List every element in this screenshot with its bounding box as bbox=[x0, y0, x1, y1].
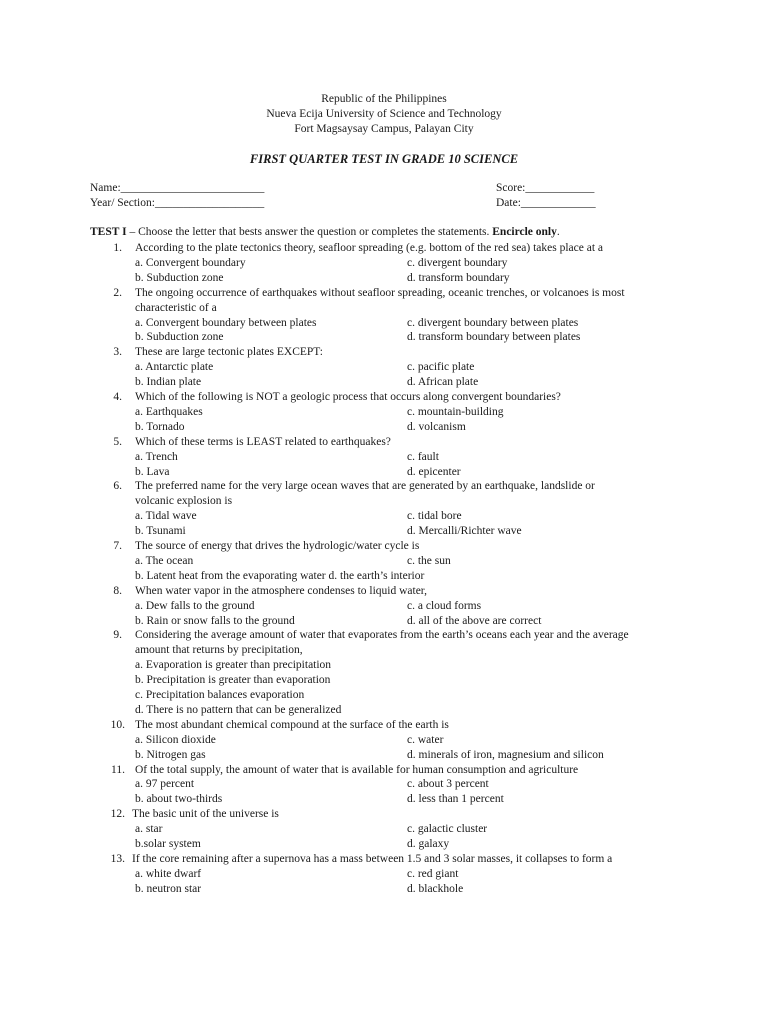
instruction-text: – Choose the letter that bests answer the question or completes the statements. bbox=[126, 226, 493, 238]
question-text: The preferred name for the very large ocean waves that are generated by an earthquake, landslide or bbox=[135, 480, 595, 493]
name-field: Name:_________________________ bbox=[90, 182, 265, 194]
answer-choice: a. Dew falls to the ground bbox=[135, 599, 255, 612]
question-number: 1. bbox=[113, 242, 122, 254]
answer-choice: a. white dwarf bbox=[135, 867, 202, 880]
page-title: FIRST QUARTER TEST IN GRADE 10 SCIENCE bbox=[249, 152, 519, 166]
answer-choice: b. Lava bbox=[135, 465, 170, 478]
answer-choice: a. 97 percent bbox=[135, 778, 195, 791]
question-number: 3. bbox=[113, 346, 122, 359]
answer-choice: b. Subduction zone bbox=[135, 271, 224, 284]
score-field: Score:____________ bbox=[496, 182, 595, 194]
answer-choice: a. Earthquakes bbox=[135, 405, 203, 418]
header-university: Nueva Ecija University of Science and Technology bbox=[266, 108, 502, 120]
instruction-end: . bbox=[556, 226, 560, 238]
answer-choice: d. African plate bbox=[407, 376, 479, 389]
answer-choice: b. Latent heat from the evaporating water d. the earth’s interior bbox=[135, 569, 425, 582]
question-text: These are large tectonic plates EXCEPT: bbox=[135, 346, 323, 359]
question-text: volcanic explosion is bbox=[135, 495, 233, 508]
answer-choice: c. water bbox=[407, 733, 444, 746]
answer-choice: a. Trench bbox=[135, 450, 178, 463]
answer-choice: a. Convergent boundary between plates bbox=[135, 316, 317, 329]
answer-choice: c. tidal bore bbox=[407, 510, 462, 523]
question-text: Of the total supply, the amount of water that is available for human consumption and agriculture bbox=[135, 763, 579, 776]
answer-choice: a. Evaporation is greater than precipitation bbox=[135, 659, 332, 672]
answer-choice: b. Indian plate bbox=[135, 376, 202, 389]
answer-choice: b. Tsunami bbox=[135, 525, 186, 538]
answer-choice: c. galactic cluster bbox=[407, 823, 488, 836]
test-instruction bbox=[90, 226, 560, 238]
question-number: 2. bbox=[113, 286, 122, 299]
question-text: The basic unit of the universe is bbox=[132, 808, 279, 821]
answer-choice: a. star bbox=[135, 823, 163, 836]
answer-choice: a. Tidal wave bbox=[135, 510, 197, 523]
answer-choice: c. the sun bbox=[407, 554, 451, 567]
question-text: When water vapor in the atmosphere condenses to liquid water, bbox=[135, 584, 428, 597]
question-text: Considering the average amount of water that evaporates from the earth’s oceans each year and the average bbox=[135, 629, 629, 642]
header-republic: Republic of the Philippines bbox=[321, 93, 447, 105]
answer-choice: a. Silicon dioxide bbox=[135, 733, 216, 746]
answer-choice: b. Nitrogen gas bbox=[135, 748, 206, 761]
year-section-field: Year/ Section:___________________ bbox=[90, 197, 265, 209]
answer-choice: d. blackhole bbox=[407, 882, 464, 895]
question-number: 10. bbox=[110, 718, 125, 731]
answer-choice: c. red giant bbox=[407, 867, 459, 880]
answer-choice: d. Mercalli/Richter wave bbox=[407, 525, 522, 538]
answer-choice: c. divergent boundary bbox=[407, 256, 508, 269]
answer-choice: b. about two-thirds bbox=[135, 793, 223, 806]
header-campus: Fort Magsaysay Campus, Palayan City bbox=[294, 123, 474, 135]
question-number: 5. bbox=[113, 435, 122, 448]
answer-choice: c. Precipitation balances evaporation bbox=[135, 689, 305, 701]
answer-choice: a. The ocean bbox=[135, 554, 194, 567]
question-number: 6. bbox=[113, 480, 122, 493]
question-text: Which of these terms is LEAST related to earthquakes? bbox=[135, 435, 391, 448]
answer-choice: b. Tornado bbox=[135, 420, 185, 433]
question-number: 9. bbox=[113, 629, 122, 642]
answer-choice: c. fault bbox=[407, 450, 439, 463]
question-text: If the core remaining after a supernova has a mass between 1.5 and 3 solar masses, it collapses to form a bbox=[132, 852, 613, 865]
answer-choice: d. all of the above are correct bbox=[407, 614, 542, 627]
answer-choice: c. a cloud forms bbox=[407, 599, 482, 612]
question-number: 8. bbox=[113, 584, 122, 597]
question-number: 4. bbox=[113, 391, 122, 403]
question-text: The most abundant chemical compound at the surface of the earth is bbox=[135, 718, 449, 731]
question-number: 12. bbox=[110, 808, 125, 821]
answer-choice: d. galaxy bbox=[407, 838, 450, 850]
answer-choice: a. Antarctic plate bbox=[135, 361, 214, 374]
answer-choice: d. less than 1 percent bbox=[407, 793, 504, 806]
test-label: TEST I bbox=[90, 226, 127, 238]
question-number: 7. bbox=[113, 540, 122, 552]
question-number: 11. bbox=[111, 763, 125, 776]
answer-choice: b.solar system bbox=[135, 838, 201, 850]
date-field: Date:_____________ bbox=[496, 197, 596, 209]
answer-choice: c. mountain-building bbox=[407, 405, 504, 418]
instruction-emphasis: Encircle only bbox=[492, 226, 557, 238]
answer-choice: d. volcanism bbox=[407, 420, 466, 433]
question-text: According to the plate tectonics theory, seafloor spreading (e.g. bottom of the red sea) takes place at a bbox=[135, 242, 604, 254]
question-text: The source of energy that drives the hydrologic/water cycle is bbox=[135, 540, 420, 552]
answer-choice: d. epicenter bbox=[407, 465, 461, 478]
answer-choice: d. transform boundary bbox=[407, 271, 510, 284]
answer-choice: b. Subduction zone bbox=[135, 331, 224, 344]
answer-choice: c. about 3 percent bbox=[407, 778, 489, 791]
answer-choice: d. There is no pattern that can be generalized bbox=[135, 703, 342, 716]
answer-choice: a. Convergent boundary bbox=[135, 256, 246, 269]
answer-choice: b. Precipitation is greater than evaporation bbox=[135, 674, 331, 687]
question-number: 13. bbox=[110, 852, 125, 865]
answer-choice: d. minerals of iron, magnesium and silicon bbox=[407, 748, 604, 761]
answer-choice: b. neutron star bbox=[135, 882, 202, 895]
answer-choice: d. transform boundary between plates bbox=[407, 331, 581, 344]
question-text: characteristic of a bbox=[135, 301, 217, 314]
answer-choice: c. divergent boundary between plates bbox=[407, 316, 579, 329]
question-text: Which of the following is NOT a geologic process that occurs along convergent boundaries? bbox=[135, 391, 561, 403]
question-text: amount that returns by precipitation, bbox=[135, 644, 303, 657]
answer-choice: b. Rain or snow falls to the ground bbox=[135, 614, 295, 627]
answer-choice: c. pacific plate bbox=[407, 361, 475, 374]
question-text: The ongoing occurrence of earthquakes without seafloor spreading, oceanic trenches, or volcanoes is most bbox=[135, 286, 625, 299]
